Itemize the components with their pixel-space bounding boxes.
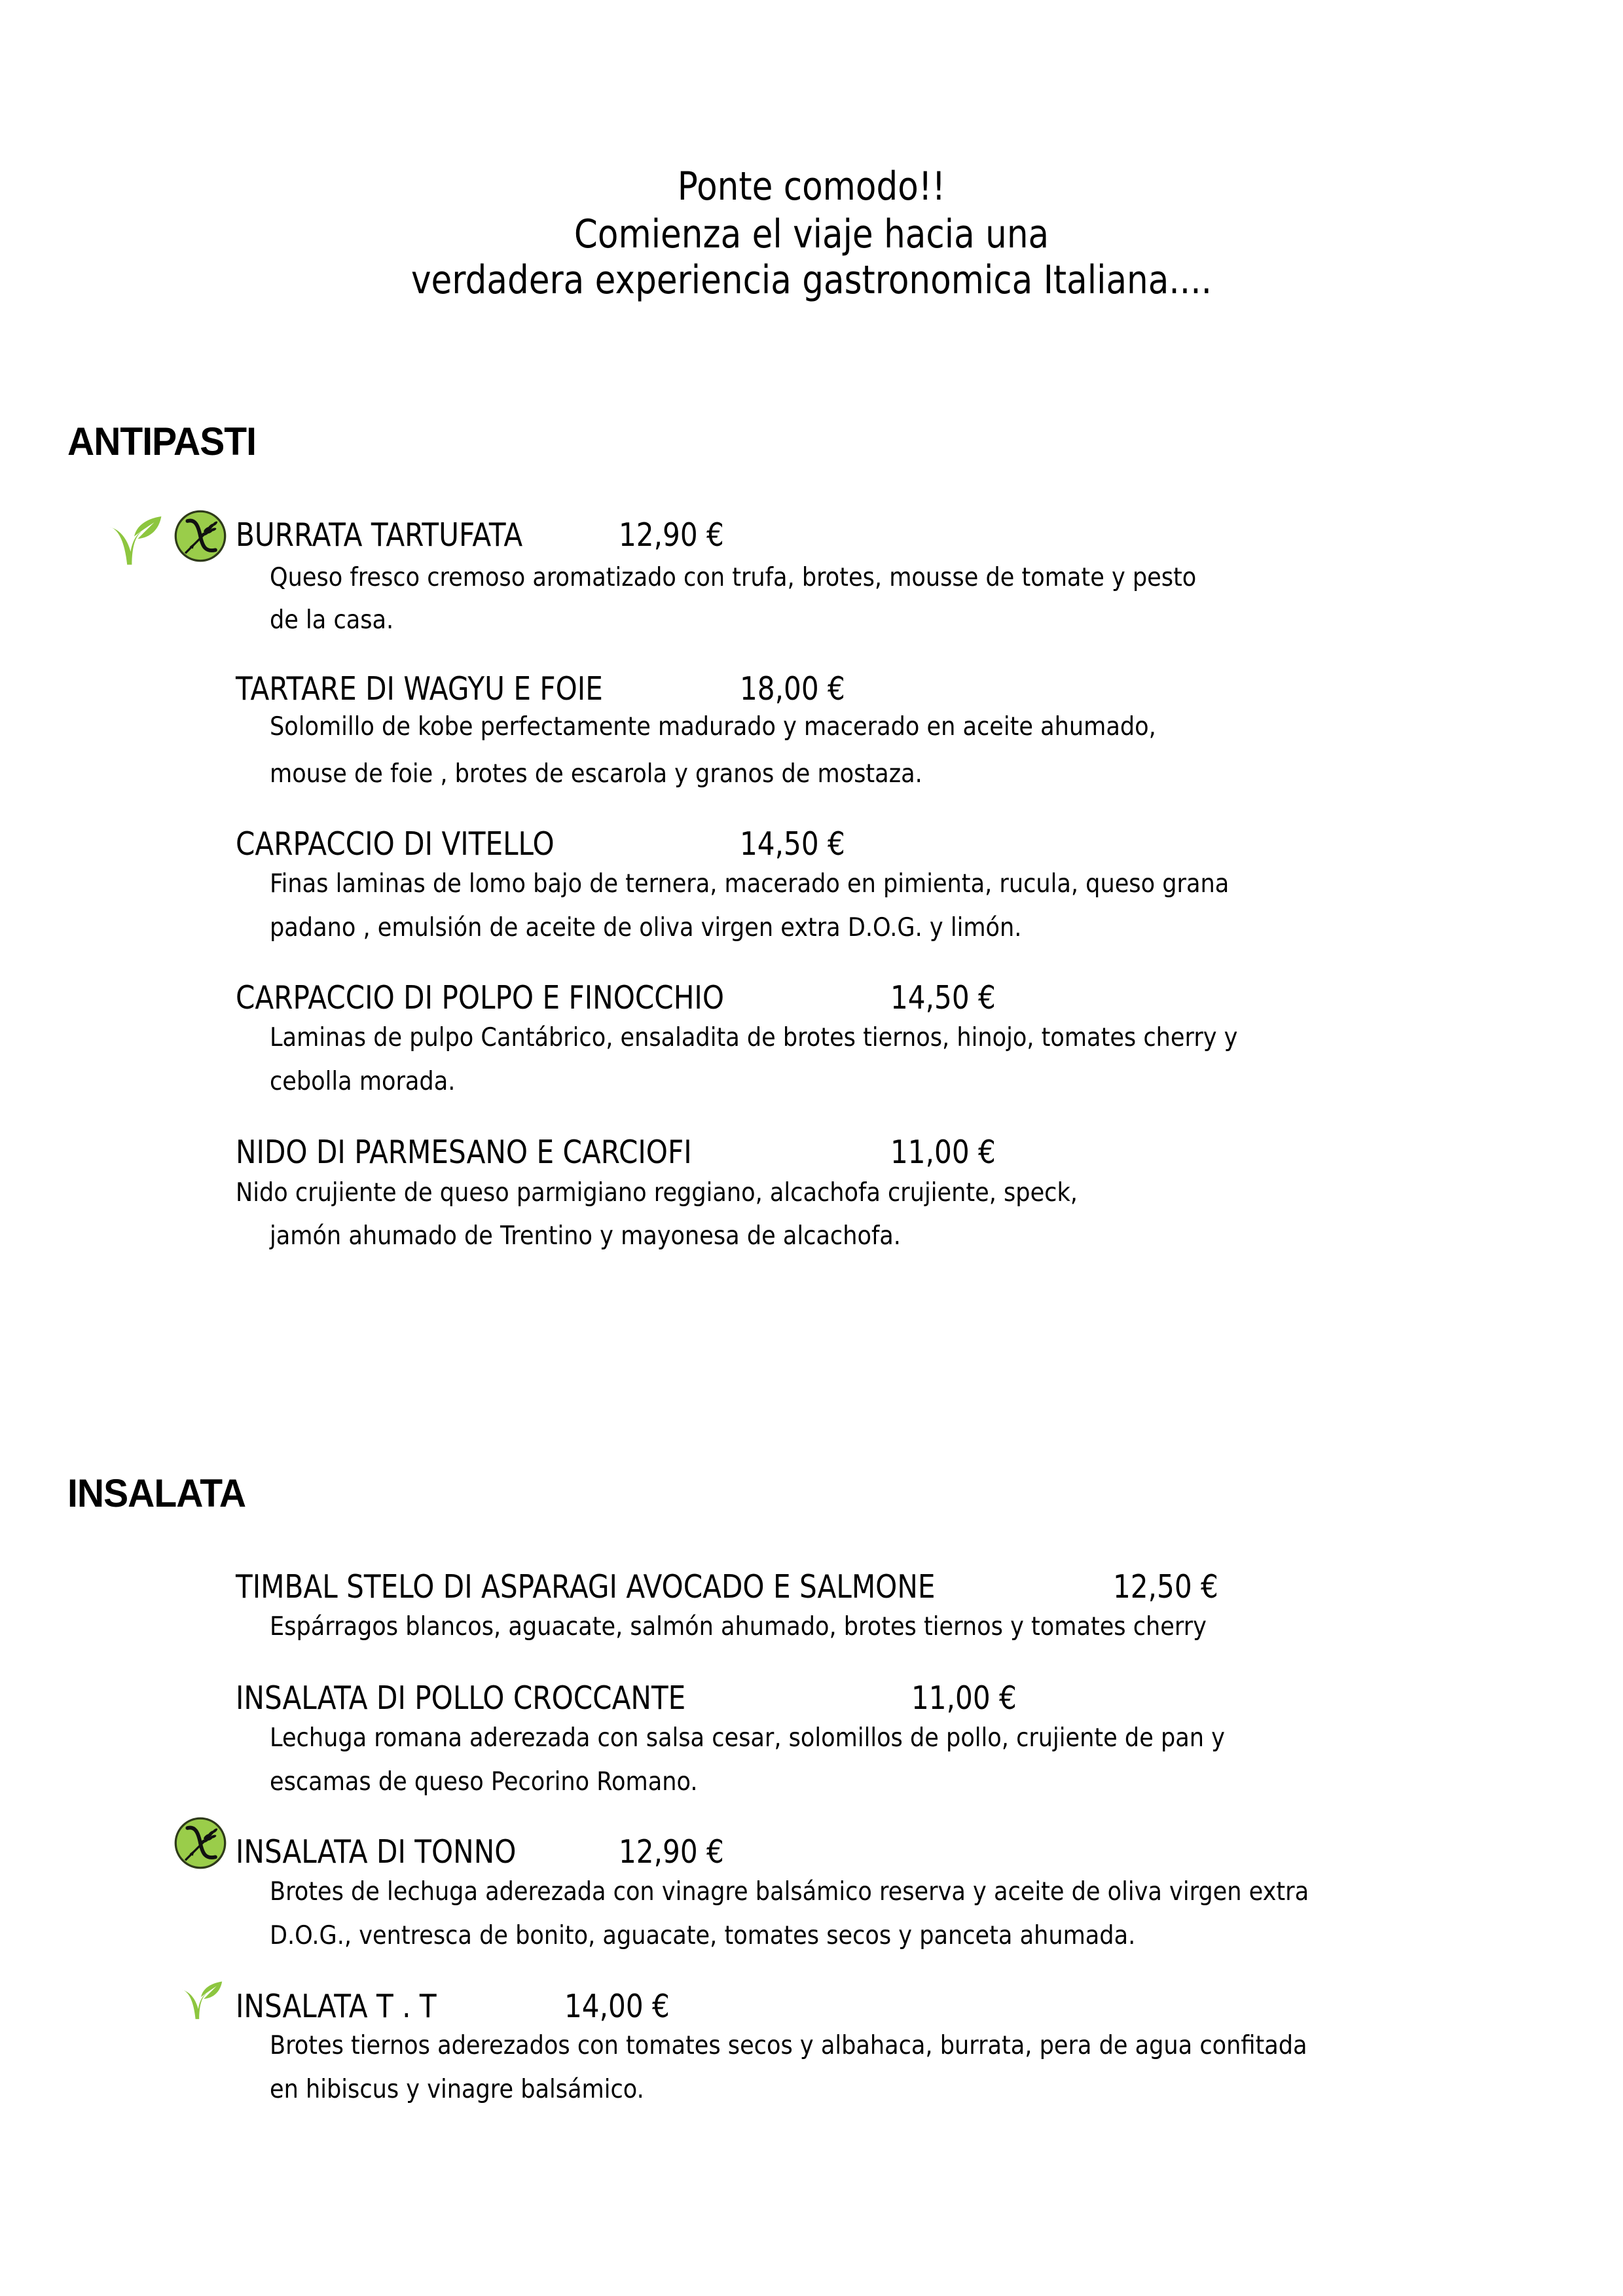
- item-description: Espárragos blancos, aguacate, salmón ahumado, brotes tiernos y tomates cherry: [270, 1612, 1207, 1641]
- intro-subtitle-line2: verdadera experiencia gastronomica Italiana....: [410, 257, 1213, 303]
- item-description: Nido crujiente de queso parmigiano reggiano, alcachofa crujiente, speck,: [236, 1178, 1078, 1208]
- item-name: INSALATA DI POLLO CROCCANTE: [236, 1679, 686, 1717]
- item-price: 12,50 €: [1113, 1568, 1218, 1605]
- item-description: mouse de foie , brotes de escarola y granos de mostaza.: [270, 759, 922, 789]
- item-price: 12,90 €: [619, 516, 724, 554]
- item-name: CARPACCIO DI POLPO E FINOCCHIO: [236, 979, 724, 1016]
- item-description: cebolla morada.: [270, 1067, 456, 1096]
- item-description: Brotes tiernos aderezados con tomates secos y albahaca, burrata, pera de agua confitada: [270, 2031, 1307, 2060]
- item-price: 11,00 €: [911, 1679, 1017, 1717]
- item-description: escamas de queso Pecorino Romano.: [270, 1767, 698, 1797]
- item-name: NIDO DI PARMESANO E CARCIOFI: [236, 1134, 692, 1171]
- item-description: Finas laminas de lomo bajo de ternera, macerado en pimienta, rucula, queso grana: [270, 869, 1230, 899]
- item-description: Brotes de lechuga aderezada con vinagre balsámico reserva y aceite de oliva virgen extra: [270, 1877, 1309, 1907]
- item-price: 14,00 €: [564, 1988, 670, 2025]
- item-description: de la casa.: [270, 605, 394, 635]
- item-name: TARTARE DI WAGYU E FOIE: [236, 670, 603, 708]
- gluten-free-wheat-icon: [173, 1816, 227, 1870]
- item-name: CARPACCIO DI VITELLO: [236, 825, 555, 863]
- item-description: Solomillo de kobe perfectamente madurado y macerado en aceite ahumado,: [270, 712, 1156, 742]
- gluten-free-wheat-icon: [173, 509, 227, 563]
- intro-subtitle-line1: Comienza el viaje hacia una: [574, 211, 1049, 257]
- item-description: Queso fresco cremoso aromatizado con trufa, brotes, mousse de tomate y pesto: [270, 563, 1197, 592]
- vegetarian-sprout-icon: [178, 1975, 224, 2024]
- intro-title: Ponte comodo!!: [677, 164, 946, 209]
- item-name: INSALATA T . T: [236, 1988, 437, 2025]
- item-price: 14,50 €: [740, 825, 845, 863]
- section-title-antipasti: ANTIPASTI: [67, 420, 257, 463]
- item-name: TIMBAL STELO DI ASPARAGI AVOCADO E SALMONE: [236, 1568, 936, 1605]
- item-description: Lechuga romana aderezada con salsa cesar, solomillos de pollo, crujiente de pan y: [270, 1723, 1225, 1753]
- item-description: Laminas de pulpo Cantábrico, ensaladita de brotes tiernos, hinojo, tomates cherry y: [270, 1023, 1238, 1052]
- item-name: INSALATA DI TONNO: [236, 1833, 517, 1871]
- item-description: D.O.G., ventresca de bonito, aguacate, tomates secos y panceta ahumada.: [270, 1921, 1136, 1950]
- item-description: padano , emulsión de aceite de oliva virgen extra D.O.G. y limón.: [270, 913, 1022, 942]
- vegetarian-sprout-icon: [105, 511, 164, 569]
- item-description: en hibiscus y vinagre balsámico.: [270, 2075, 644, 2104]
- item-name: BURRATA TARTUFATA: [236, 516, 523, 554]
- item-price: 14,50 €: [890, 979, 996, 1016]
- item-price: 18,00 €: [740, 670, 845, 708]
- item-price: 12,90 €: [619, 1833, 724, 1871]
- item-description: jamón ahumado de Trentino y mayonesa de alcachofa.: [270, 1221, 901, 1251]
- item-price: 11,00 €: [890, 1134, 996, 1171]
- section-title-insalata: INSALATA: [67, 1471, 246, 1515]
